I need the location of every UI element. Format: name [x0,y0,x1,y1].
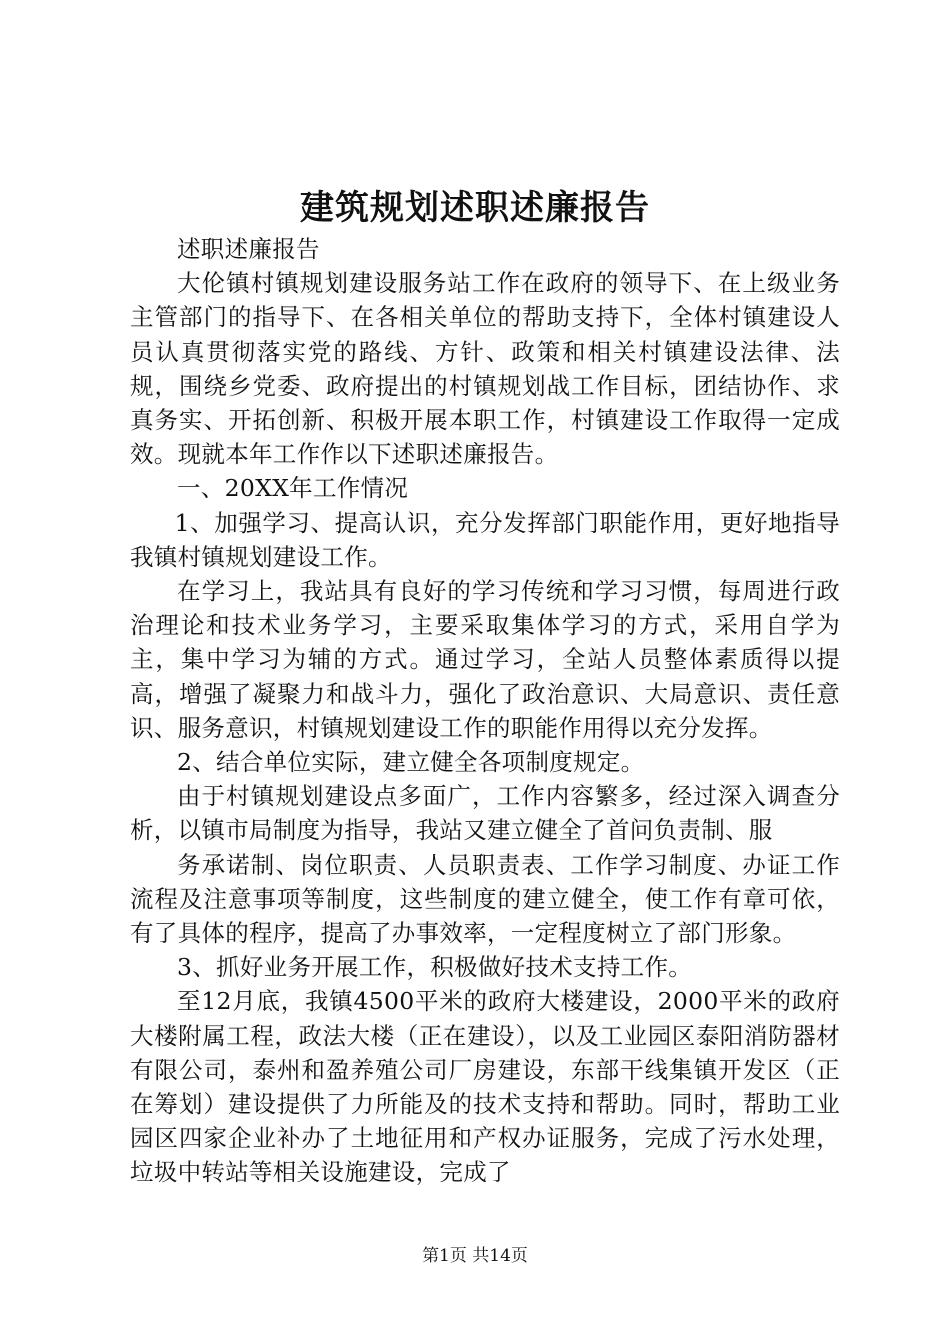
paragraph-study: 在学习上，我站具有良好的学习传统和学习习惯，每周进行政治理论和技术业务学习，主要采取集体学习的方式，采用自学为主，集中学习为辅的方式。通过学习，全站人员整体素质得以提高，增强了凝聚力和战斗力，强化了政治意识、大局意识、责任意识、服务意识，村镇规划建设工作的职能作用得以充分发挥。 [130,577,840,742]
page-footer: 第1页 共14页 [422,1246,528,1266]
paragraph-heading: 述职述廉报告 [177,235,320,263]
paragraph-rules-part2: 务承诺制、岗位职责、人员职责表、工作学习制度、办证工作流程及注意事项等制度，这些制度的建立健全，使工作有章可依，有了具体的程序，提高了办事效率，一定程度树立了部门形象。 [130,850,840,948]
paragraph-technical-support: 至12月底，我镇4500平米的政府大楼建设，2000平米的政府大楼附属工程，政法大楼（正在建设），以及工业园区泰阳消防器材有限公司，泰州和盈养殖公司厂房建设，东部干线集镇开发区（正在筹划）建设提供了力所能及的技术支持和帮助。同时，帮助工业园区四家企业补办了土地征用和产权办证服务，完成了污水处理，垃圾中转站等相关设施建设，完成了 [130,987,840,1187]
section-heading-work-status: 一、20XX年工作情况 [177,474,409,503]
item-heading-1: 1、加强学习、提高认识，充分发挥部门职能作用，更好地指导我镇村镇规划建设工作。 [130,508,840,571]
paragraph-rules-part1: 由于村镇规划建设点多面广，工作内容繁多，经过深入调查分析，以镇市局制度为指导，我站又建立健全了首问负责制、服 [130,782,840,845]
item-heading-3: 3、抓好业务开展工作，积极做好技术支持工作。 [177,953,693,982]
document-body [130,232,840,1190]
document-title: 建筑规划述职述廉报告 [300,188,650,228]
item-heading-2: 2、结合单位实际，建立健全各项制度规定。 [177,748,645,777]
paragraph-intro: 大伦镇村镇规划建设服务站工作在政府的领导下、在上级业务主管部门的指导下、在各相关单位的帮助支持下，全体村镇建设人员认真贯彻落实党的路线、方针、政策和相关村镇建设法律、法规，围绕乡党委、政府提出的村镇规划战工作目标，团结协作、求真务实、开拓创新、积极开展本职工作，村镇建设工作取得一定成效。现就本年工作作以下述职述廉报告。 [130,269,840,469]
